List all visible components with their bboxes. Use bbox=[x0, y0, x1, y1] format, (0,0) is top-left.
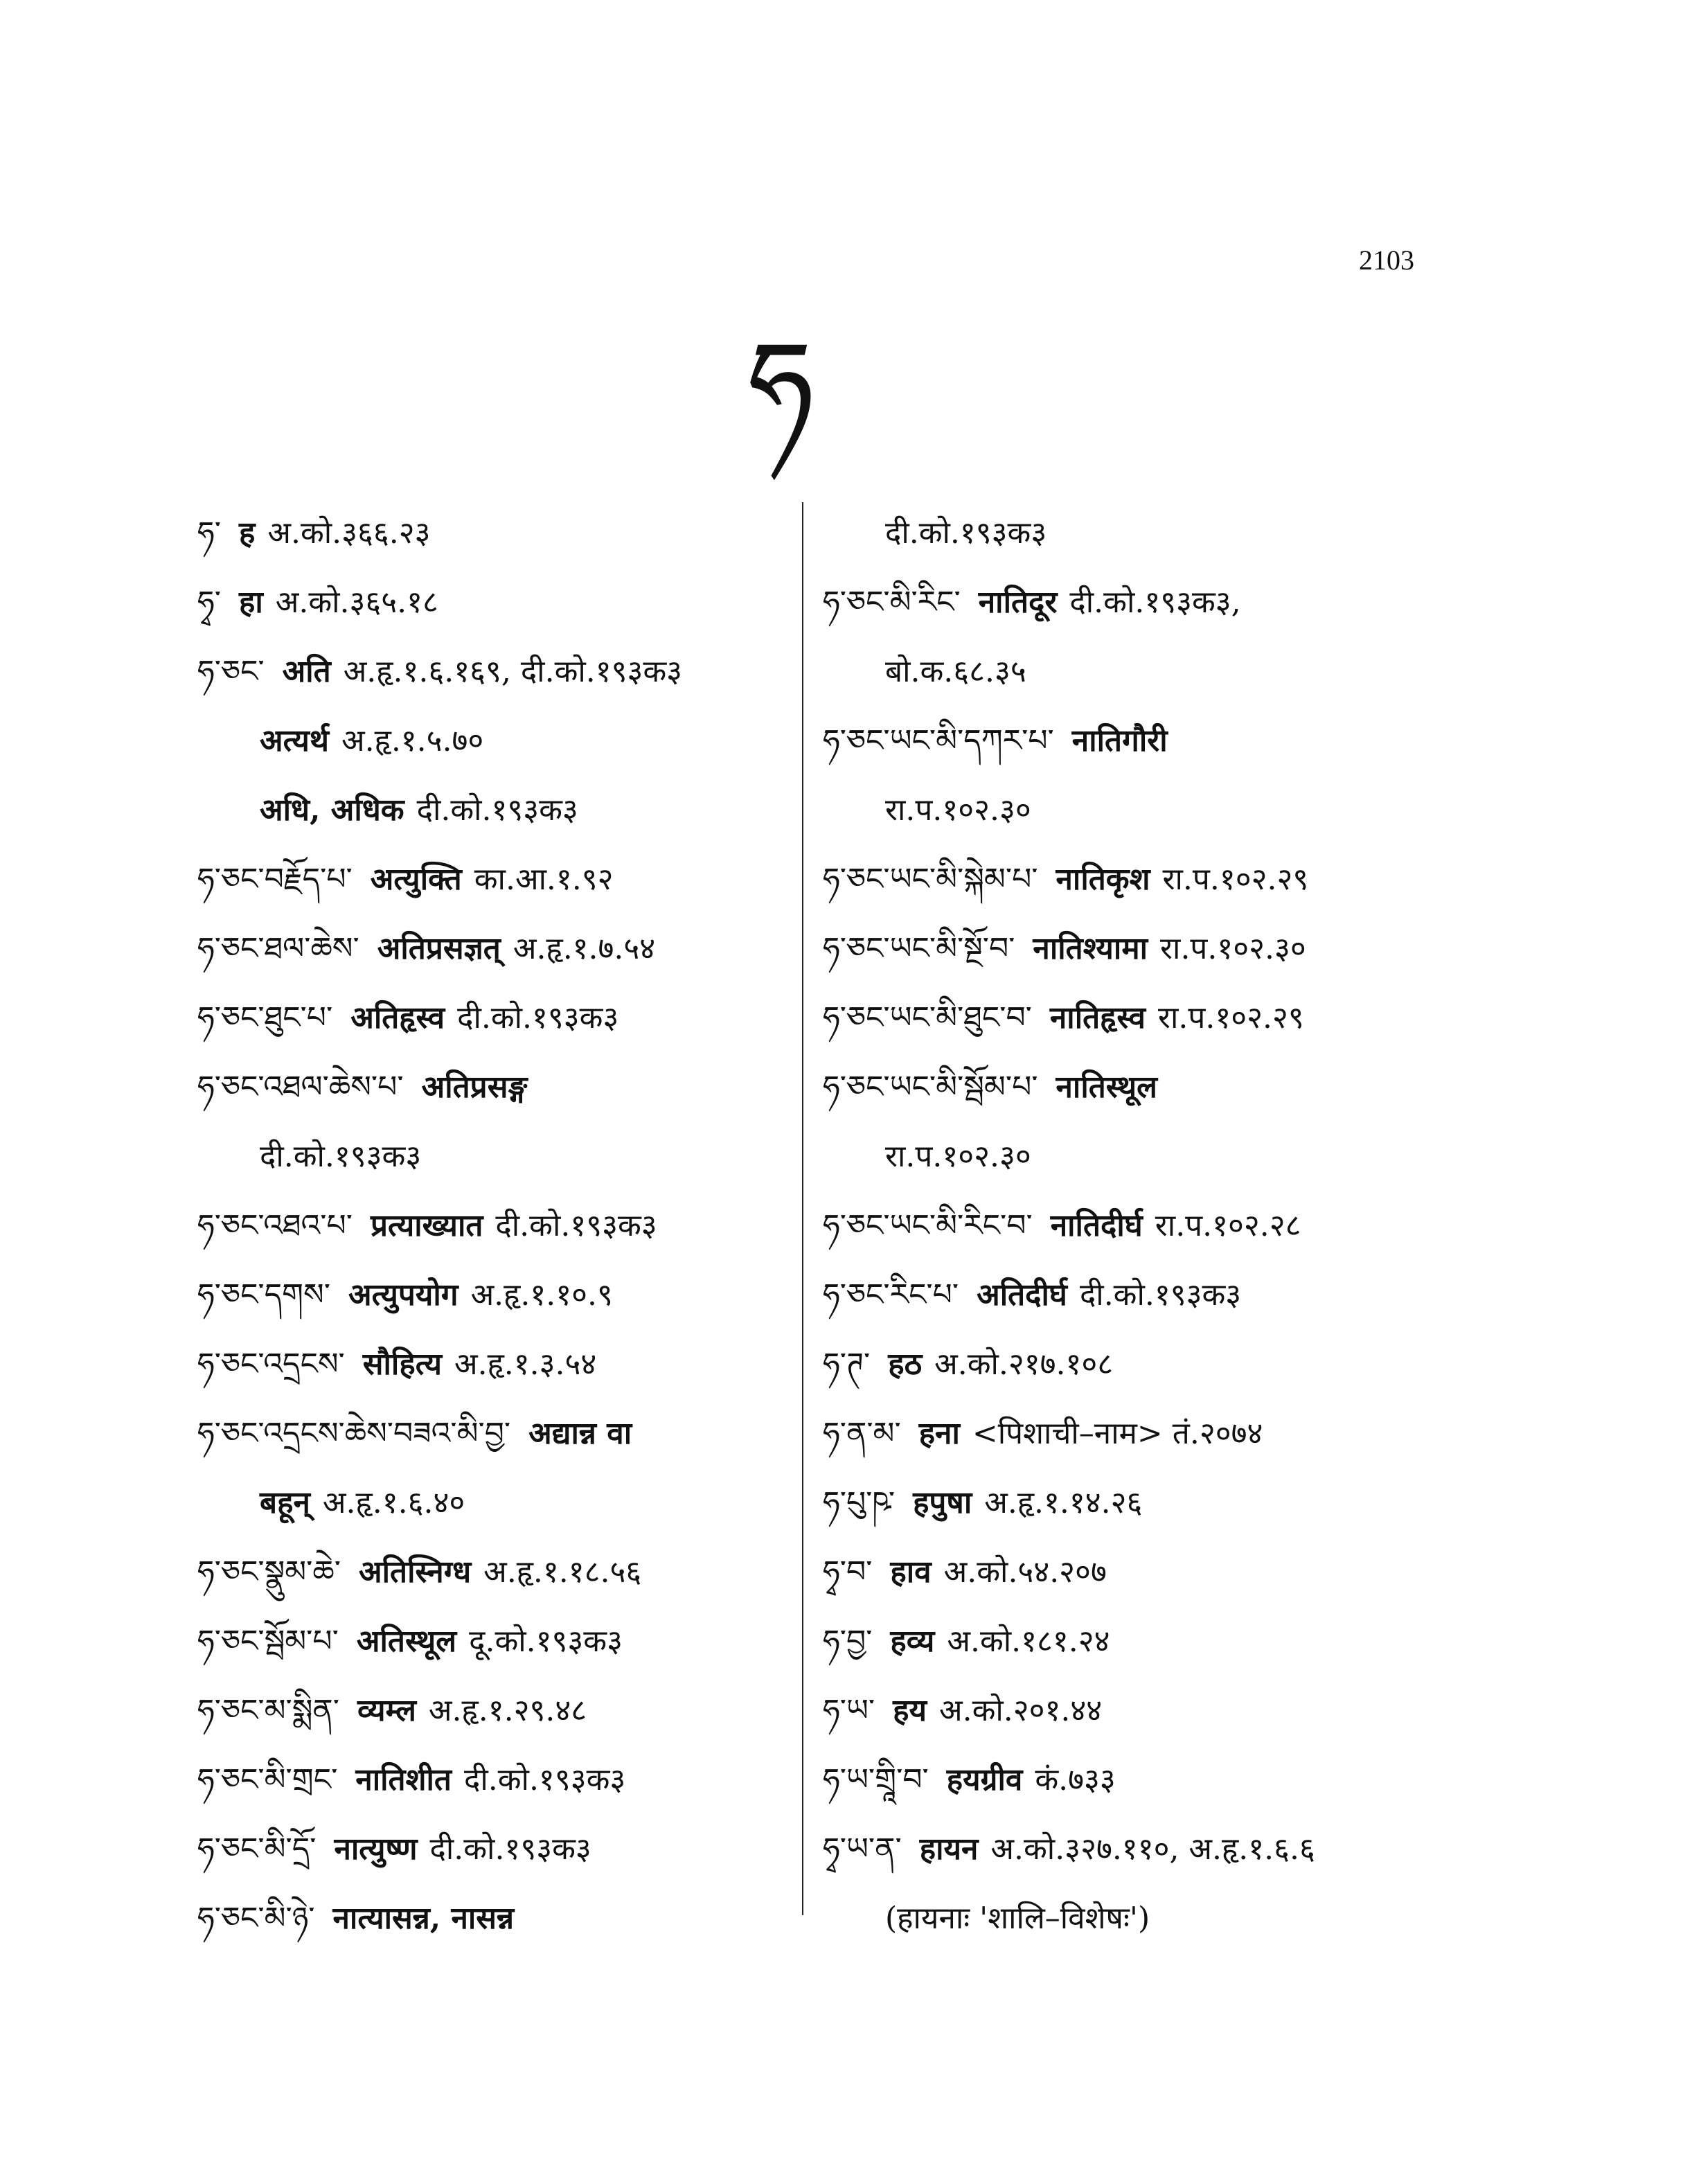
reference: अ.को.२०१.४४ bbox=[939, 1693, 1103, 1728]
dictionary-entry bbox=[197, 914, 807, 984]
reference: अ.हृ.१.२९.४८ bbox=[428, 1693, 587, 1728]
sanskrit-term: हयग्रीव bbox=[946, 1762, 1023, 1797]
dictionary-entry-continuation bbox=[823, 499, 1460, 568]
tibetan-term: ཧ་ཅང་མི་རིང་ bbox=[823, 585, 961, 620]
sanskrit-term: अत्युपयोग bbox=[348, 1277, 458, 1313]
reference: रा.प.१०२.३० bbox=[885, 792, 1031, 828]
sanskrit-term: नातिदीर्घ bbox=[1050, 1208, 1143, 1243]
reference: अ.को.३६५.१८ bbox=[275, 585, 438, 620]
dictionary-entry-continuation bbox=[823, 776, 1460, 845]
reference: अ.को.३२७.११०, अ.हृ.१.६.६ bbox=[990, 1831, 1315, 1867]
reference: दी.को.१९३क३ bbox=[457, 1000, 619, 1036]
reference: अ.हृ.१.६.१६९, दी.को.१९३क३ bbox=[343, 654, 683, 689]
dictionary-entry bbox=[823, 1746, 1460, 1815]
tibetan-term: ཧ་ཅང་ཡང་མི་སྦོམ་པ་ bbox=[823, 1069, 1038, 1105]
reference: अ.हृ.१.७.५४ bbox=[513, 931, 656, 966]
left-column bbox=[197, 499, 807, 1953]
dictionary-entry bbox=[197, 1746, 807, 1815]
reference: रा.प.१०२.३० bbox=[1160, 931, 1306, 966]
tibetan-term: ཧ་ཅང་འདྲངས་ཆེས་བཟའ་མི་བྱ་ bbox=[197, 1416, 511, 1451]
tibetan-term: ཧ་ཅང་མ་སྨིན་ bbox=[197, 1693, 339, 1728]
sanskrit-term: अद्यान्न वा bbox=[528, 1416, 632, 1451]
tibetan-term: ཧ་ bbox=[197, 515, 221, 551]
dictionary-entry bbox=[197, 1261, 807, 1330]
dictionary-entry bbox=[197, 845, 807, 914]
sanskrit-term: हना bbox=[918, 1416, 960, 1451]
dictionary-entry bbox=[823, 984, 1460, 1053]
dictionary-entry bbox=[197, 1538, 807, 1607]
reference: <पिशाची–नाम> तं.२०७४ bbox=[972, 1416, 1263, 1451]
reference: दी.को.१९३क३ bbox=[260, 1139, 422, 1174]
sanskrit-term: हपुषा bbox=[913, 1485, 972, 1520]
reference: अ.को.३६६.२३ bbox=[267, 515, 431, 551]
sanskrit-term: हय bbox=[893, 1693, 927, 1728]
dictionary-entry bbox=[823, 845, 1460, 914]
tibetan-term: ཧ་ཡ་ bbox=[823, 1693, 875, 1728]
tibetan-term: ཧ་ཅང་བརྗོད་པ་ bbox=[197, 862, 353, 897]
tibetan-term: ཧ་ཅང་འཐལ་ཆེས་པ་ bbox=[197, 1069, 404, 1105]
sanskrit-term: अति bbox=[282, 654, 331, 689]
tibetan-term: ཧ་ཅང་ཐུང་པ་ bbox=[197, 1000, 333, 1036]
sanskrit-term: अतिस्थूल bbox=[356, 1624, 457, 1659]
sanskrit-term: नातिगौरी bbox=[1071, 723, 1168, 758]
dictionary-entry bbox=[823, 1330, 1460, 1399]
reference: अ.हृ.१.१०.९ bbox=[470, 1277, 613, 1313]
dictionary-entry bbox=[823, 1815, 1460, 1884]
dictionary-entry-continuation bbox=[823, 637, 1460, 707]
reference: दी.को.१९३क३ bbox=[416, 792, 578, 828]
sanskrit-term: हायन bbox=[919, 1831, 979, 1867]
sanskrit-term: नातिकृश bbox=[1056, 862, 1150, 897]
sanskrit-term: अतिस्निग्ध bbox=[358, 1554, 472, 1590]
tibetan-term: ཧ་ཅང་འཐའ་པ་ bbox=[197, 1208, 353, 1243]
sanskrit-term: अतिप्रसज्ञत् bbox=[377, 931, 501, 966]
sanskrit-term: नात्यासन्न, नासन्न bbox=[332, 1901, 515, 1936]
tibetan-term: ཧ་ཅང་དགས་ bbox=[197, 1277, 330, 1313]
column-divider bbox=[802, 502, 803, 1915]
reference: दू.को.१९३क३ bbox=[469, 1624, 623, 1659]
tibetan-term: ཧ་ཅང་འདྲངས་ bbox=[197, 1347, 345, 1382]
dictionary-entry bbox=[197, 1330, 807, 1399]
reference: दी.को.१९३क३ bbox=[464, 1762, 626, 1797]
sanskrit-term: अतिदीर्घ bbox=[977, 1277, 1067, 1313]
sanskrit-term: नात्युष्ण bbox=[334, 1831, 418, 1867]
dictionary-entry bbox=[197, 1053, 807, 1122]
dictionary-entry bbox=[823, 1676, 1460, 1746]
dictionary-entry bbox=[823, 914, 1460, 984]
tibetan-term: ཧ་པུ་ཥ་ bbox=[823, 1485, 896, 1520]
reference: का.आ.१.९२ bbox=[474, 862, 614, 897]
reference: अ.को.२१७.१०८ bbox=[934, 1347, 1114, 1382]
tibetan-term: ཧྭ་ bbox=[197, 585, 221, 620]
tibetan-term: ཧ་ཅང་ཡང་མི་སྐེམ་པ་ bbox=[823, 862, 1038, 897]
tibetan-term: ཧ་ཅང་སྣུམ་ཆེ་ bbox=[197, 1554, 341, 1590]
sanskrit-term: नातिश्यामा bbox=[1033, 931, 1148, 966]
reference: रा.प.१०२.२९ bbox=[1162, 862, 1309, 897]
reference: (हायनाः 'शालि–विशेषः') bbox=[885, 1901, 1150, 1936]
sanskrit-term: प्रत्याख्यात bbox=[370, 1208, 483, 1243]
tibetan-term: ཧ་ཅང་ཐལ་ཆེས་ bbox=[197, 931, 359, 966]
sanskrit-term: हा bbox=[238, 585, 263, 620]
tibetan-term: ཧ་ན་མ་ bbox=[823, 1416, 901, 1451]
sanskrit-term: नातिशीत bbox=[355, 1762, 452, 1797]
sanskrit-term: नातिदूर bbox=[978, 585, 1058, 620]
sanskrit-term: अत्यर्थ bbox=[260, 723, 330, 758]
reference: दी.को.१९३क३ bbox=[1079, 1277, 1242, 1313]
dictionary-entry bbox=[197, 1676, 807, 1746]
tibetan-term: ཧ་ཅང་མི་གྲང་ bbox=[197, 1762, 338, 1797]
dictionary-entry bbox=[197, 499, 807, 568]
tibetan-term: ཧ་ཅང་མི་དྲོ་ bbox=[197, 1831, 317, 1867]
sanskrit-term: हाव bbox=[890, 1554, 932, 1590]
sanskrit-term: अधि, अधिक bbox=[260, 792, 404, 828]
dictionary-entry bbox=[823, 1399, 1460, 1468]
dictionary-entry bbox=[197, 1607, 807, 1676]
sanskrit-term: हठ bbox=[888, 1347, 923, 1382]
dictionary-entry bbox=[823, 1538, 1460, 1607]
page-number: 2103 bbox=[1359, 245, 1414, 276]
sanskrit-term: हव्य bbox=[890, 1624, 935, 1659]
dictionary-entry bbox=[197, 637, 807, 707]
tibetan-term: ཧ་ཅང་རིང་པ་ bbox=[823, 1277, 959, 1313]
tibetan-term: ཧ་ཅང་ཡང་མི་ཐུང་བ་ bbox=[823, 1000, 1032, 1036]
reference: दी.को.१९३क३ bbox=[429, 1831, 591, 1867]
tibetan-term: ཧ་ཅང་ bbox=[197, 654, 265, 689]
dictionary-entry-continuation bbox=[823, 1884, 1460, 1953]
sanskrit-term: नातिस्थूल bbox=[1056, 1069, 1157, 1105]
reference: अ.हृ.१.६.४० bbox=[322, 1485, 465, 1520]
tibetan-term: ཧ་ཅང་མི་ཉེ་ bbox=[197, 1901, 315, 1936]
reference: अ.हृ.१.३.५४ bbox=[454, 1347, 597, 1382]
reference: रा.प.१०२.२९ bbox=[1157, 1000, 1304, 1036]
dictionary-entry bbox=[197, 1815, 807, 1884]
tibetan-term: ཧ་ཅང་ཡང་མི་སྔོ་བ་ bbox=[823, 931, 1015, 966]
dictionary-entry-continuation bbox=[197, 1122, 807, 1191]
dictionary-entry-continuation bbox=[823, 1122, 1460, 1191]
tibetan-term: ཧ་ཅང་ཡང་མི་རིང་བ་ bbox=[823, 1208, 1033, 1243]
sanskrit-term: अतिप्रसङ्ग bbox=[421, 1069, 528, 1105]
tibetan-term: ཧ་ཅང་སྦོམ་པ་ bbox=[197, 1624, 339, 1659]
dictionary-entry bbox=[197, 568, 807, 637]
dictionary-entry bbox=[823, 707, 1460, 776]
dictionary-entry bbox=[197, 1399, 807, 1468]
reference: दी.को.१९३क३, bbox=[1069, 585, 1241, 620]
dictionary-entry bbox=[197, 1191, 807, 1261]
tibetan-term: ཧ་བྱ་ bbox=[823, 1624, 873, 1659]
reference: अ.को.१८१.२४ bbox=[947, 1624, 1110, 1659]
reference: दी.को.१९३क३ bbox=[495, 1208, 657, 1243]
dictionary-entry bbox=[823, 1607, 1460, 1676]
section-heading-letter: ཧ bbox=[748, 316, 814, 453]
reference: रा.प.१०२.२८ bbox=[1155, 1208, 1301, 1243]
reference: अ.को.५४.२०७ bbox=[943, 1554, 1107, 1590]
tibetan-term: ཧྭ་ཡ་ན་ bbox=[823, 1831, 902, 1867]
reference: दी.को.१९३क३ bbox=[885, 515, 1047, 551]
sanskrit-term: ह bbox=[238, 515, 256, 551]
dictionary-entry-continuation bbox=[197, 707, 807, 776]
dictionary-entry bbox=[823, 568, 1460, 637]
dictionary-entry bbox=[823, 1191, 1460, 1261]
reference: रा.प.१०२.३० bbox=[885, 1139, 1031, 1174]
reference: अ.हृ.१.१४.२६ bbox=[984, 1485, 1143, 1520]
dictionary-entry bbox=[197, 1884, 807, 1953]
reference: अ.हृ.१.१८.५६ bbox=[483, 1554, 642, 1590]
sanskrit-term: अत्युक्ति bbox=[370, 862, 462, 897]
tibetan-term: ཧྭ་བ་ bbox=[823, 1554, 873, 1590]
sanskrit-term: व्यम्ल bbox=[357, 1693, 416, 1728]
tibetan-term: ཧ་ཊ་ bbox=[823, 1347, 871, 1382]
dictionary-entry bbox=[823, 1053, 1460, 1122]
reference: कं.७३३ bbox=[1035, 1762, 1116, 1797]
tibetan-term: ཧ་ཅང་ཡང་མི་དཀར་པ་ bbox=[823, 723, 1054, 758]
sanskrit-term: नातिहृस्व bbox=[1049, 1000, 1146, 1036]
sanskrit-term: सौहित्य bbox=[362, 1347, 442, 1382]
reference: अ.हृ.१.५.७० bbox=[341, 723, 484, 758]
tibetan-term: ཧ་ཡ་གྲཱི་བ་ bbox=[823, 1762, 929, 1797]
dictionary-entry-continuation bbox=[197, 776, 807, 845]
sanskrit-term: अतिहृस्व bbox=[350, 1000, 445, 1036]
dictionary-entry bbox=[823, 1468, 1460, 1538]
reference: बो.क.६८.३५ bbox=[885, 654, 1026, 689]
sanskrit-term: बहून् bbox=[260, 1485, 310, 1520]
dictionary-entry bbox=[197, 984, 807, 1053]
dictionary-entry-continuation bbox=[197, 1468, 807, 1538]
right-column bbox=[823, 499, 1460, 1953]
dictionary-entry bbox=[823, 1261, 1460, 1330]
